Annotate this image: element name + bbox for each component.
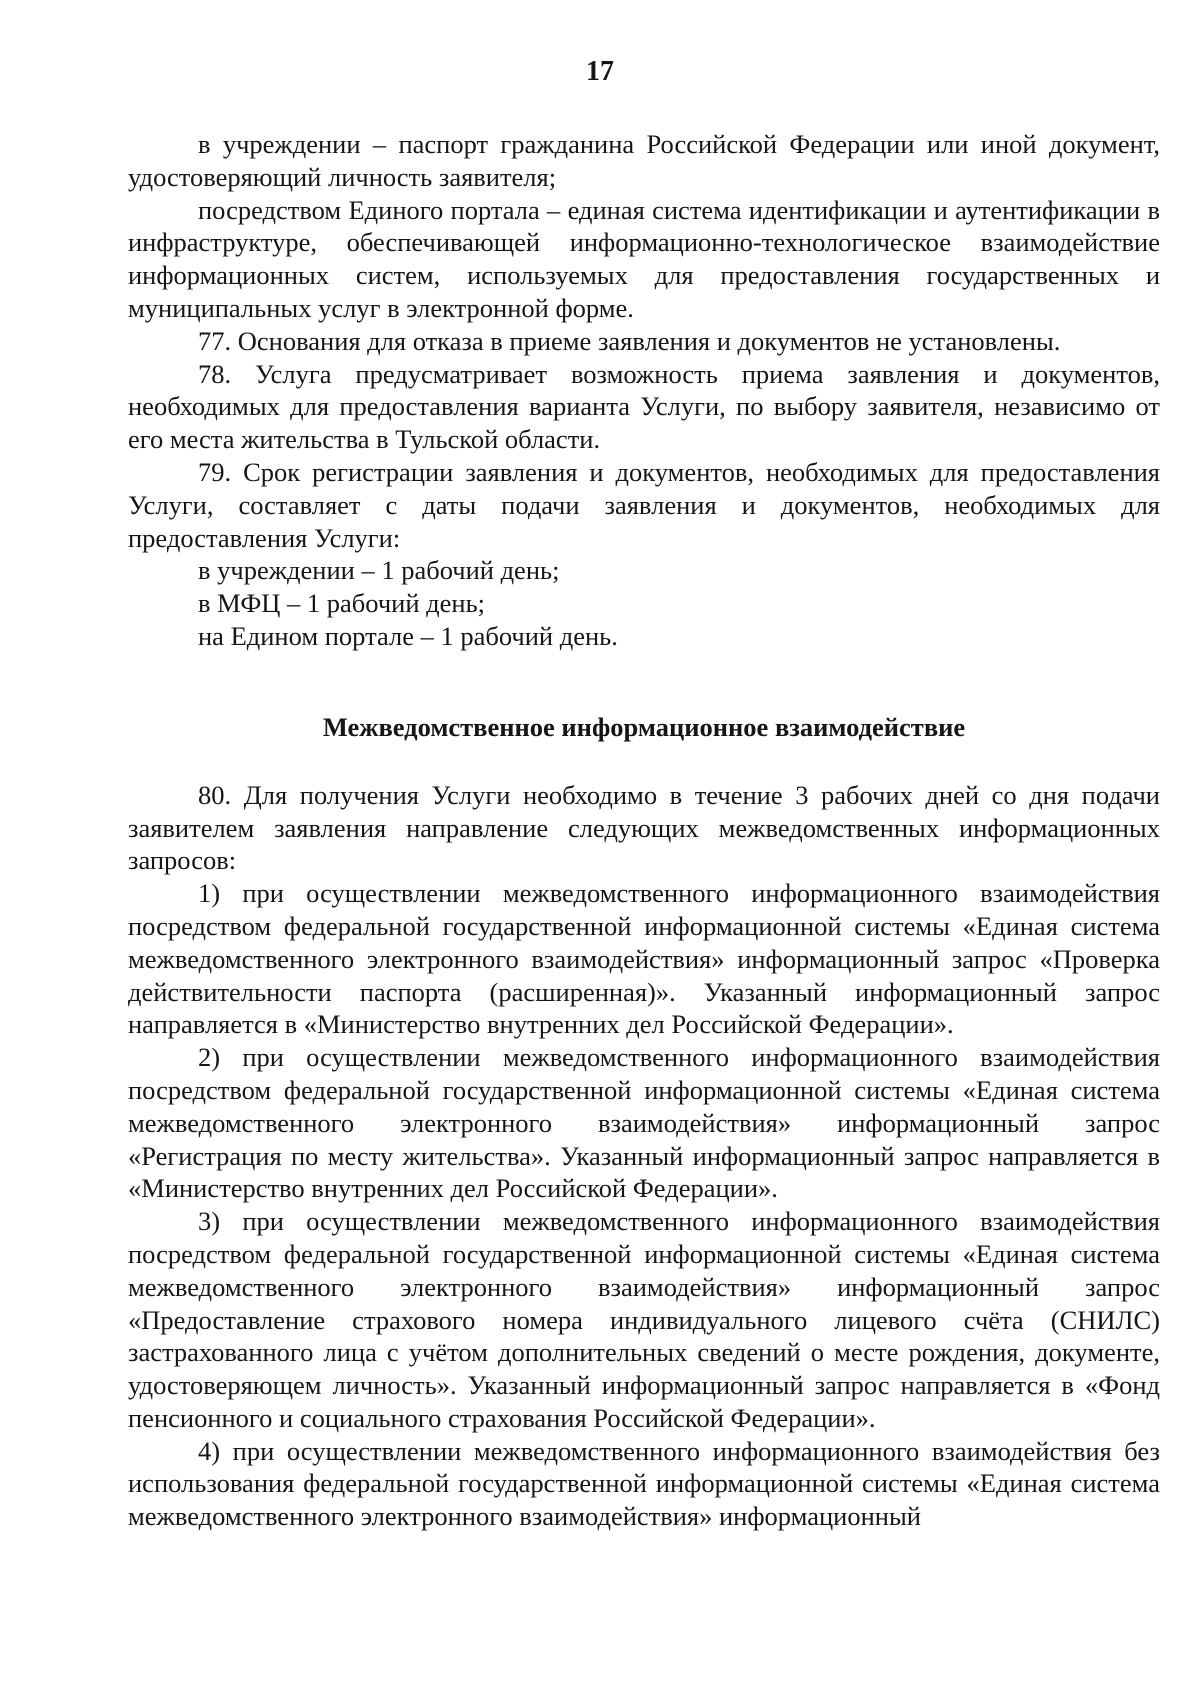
paragraph-77: 77. Основания для отказа в приеме заявления и документов не установлены. bbox=[198, 325, 1061, 356]
registration-term-mfc: в МФЦ – 1 рабочий день; bbox=[198, 588, 486, 619]
request-item-1: 1) при осуществлении межведомственного информационного взаимодействия посредством федеральной государственной информационной системы «Единая система межведомственного электронного взаимодействия» информационный запрос «Проверка действительности паспорта (расширенная)». Указанный информационный запрос направляется в «Министерство внутренних дел Российской Федерации». bbox=[128, 878, 1160, 1040]
paragraph-passport: в учреждении – паспорт гражданина Российской Федерации или иной документ, удостоверяющий личность заявителя; bbox=[128, 129, 1160, 192]
request-item-4: 4) при осуществлении межведомственного информационного взаимодействия без использования федеральной государственной информационной системы «Единая система межведомственного электронного взаимодействия» информационный bbox=[128, 1435, 1160, 1532]
request-item-2: 2) при осуществлении межведомственного информационного взаимодействия посредством федеральной государственной информационной системы «Единая система межведомственного электронного взаимодействия» информационный запрос «Регистрация по месту жительства». Указанный информационный запрос направляется в «Министерство внутренних дел Российской Федерации». bbox=[128, 1042, 1160, 1204]
paragraph-78: 78. Услуга предусматривает возможность приема заявления и документов, необходимых для предоставления варианта Услуги, по выбору заявителя, независимо от его места жительства в Тульской области. bbox=[128, 358, 1160, 455]
paragraph-79: 79. Срок регистрации заявления и документов, необходимых для предоставления Услуги, составляет с даты подачи заявления и документов, необходимых для предоставления Услуги: bbox=[128, 456, 1160, 553]
paragraph-unified-portal-auth: посредством Единого портала – единая система идентификации и аутентификации в инфраструктуре, обеспечивающей информационно-технологическое взаимодействие информационных систем, используемых для предоставления государственных и муниципальных услуг в электронной форме. bbox=[128, 194, 1160, 323]
section-heading: Межведомственное информационное взаимодействие bbox=[322, 711, 966, 742]
registration-term-institution: в учреждении – 1 рабочий день; bbox=[198, 555, 560, 586]
registration-term-portal: на Едином портале – 1 рабочий день. bbox=[198, 620, 618, 651]
paragraph-80: 80. Для получения Услуги необходимо в течение 3 рабочих дней со дня подачи заявителем заявления направление следующих межведомственных информационных запросов: bbox=[128, 779, 1160, 876]
request-item-3: 3) при осуществлении межведомственного информационного взаимодействия посредством федеральной государственной информационной системы «Единая система межведомственного электронного взаимодействия» информационный запрос «Предоставление страхового номера индивидуального лицевого счёта (СНИЛС) застрахованного лица с учётом дополнительных сведений о месте рождения, документе, удостоверяющем личность». Указанный информационный запрос направляется в «Фонд пенсионного и социального страхования Российской Федерации». bbox=[128, 1206, 1160, 1433]
page-number: 17 bbox=[586, 56, 614, 87]
document-body bbox=[128, 128, 1160, 1533]
